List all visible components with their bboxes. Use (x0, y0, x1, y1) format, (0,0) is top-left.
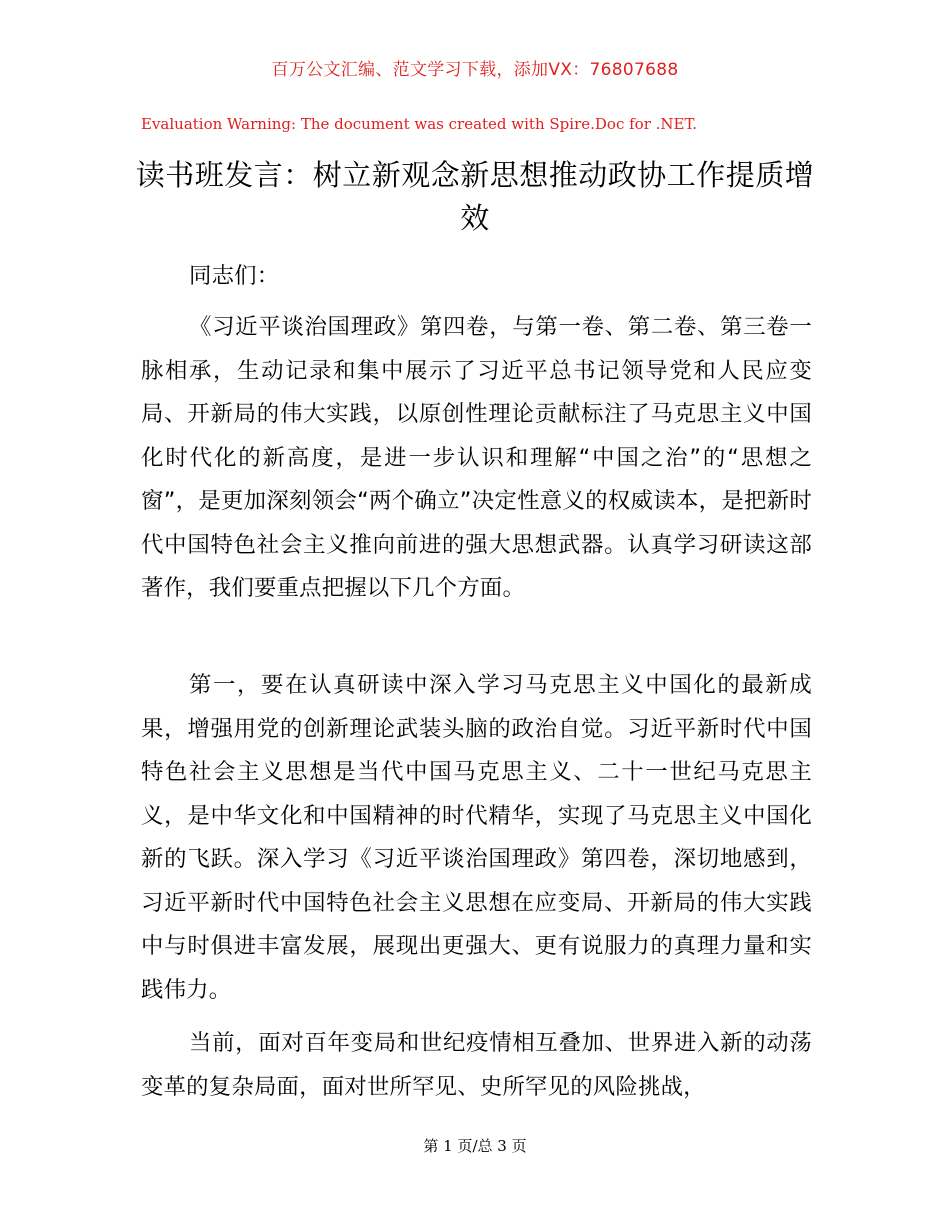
document-title: 读书班发言：树立新观念新思想推动政协工作提质增效 (135, 158, 815, 235)
paragraph-3: 当前，面对百年变局和世纪疫情相互叠加、世界进入新的动荡变革的复杂局面，面对世所罕见、史所罕见的风险挑战， (141, 1030, 812, 1100)
evaluation-warning: Evaluation Warning: The document was created with Spire.Doc for .NET. (141, 115, 698, 133)
paragraph-2: 第一，要在认真研读中深入学习马克思主义中国化的最新成果，增强用党的创新理论武装头脑的政治自觉。习近平新时代中国特色社会主义思想是当代中国马克思主义、二十一世纪马克思主义，是中华文化和中国精神的时代精华，实现了马克思主义中国化新的飞跃。深入学习《习近平谈治国理政》第四卷，深切地感到，习近平新时代中国特色社会主义思想在应变局、开新局的伟大实践中与时俱进丰富发展，展现出更强大、更有说服力的真理力量和实践伟力。 (141, 672, 812, 1003)
promo-header: 百万公文汇编、范文学习下载，添加VX：76807688 (271, 60, 679, 80)
salutation: 同志们： (189, 263, 280, 289)
paragraph-1: 《习近平谈治国理政》第四卷，与第一卷、第二卷、第三卷一脉相承，生动记录和集中展示了习近平总书记领导党和人民应变局、开新局的伟大实践，以原创性理论贡献标注了马克思主义中国化时代化的新高度，是进一步认识和理解“中国之治”的“思想之窗”，是更加深刻领会“两个确立”决定性意义的权威读本，是把新时代中国特色社会主义推向前进的强大思想武器。认真学习研读这部著作，我们要重点把握以下几个方面。 (141, 314, 812, 601)
page-number-footer: 第 1 页/总 3 页 (423, 1137, 527, 1155)
